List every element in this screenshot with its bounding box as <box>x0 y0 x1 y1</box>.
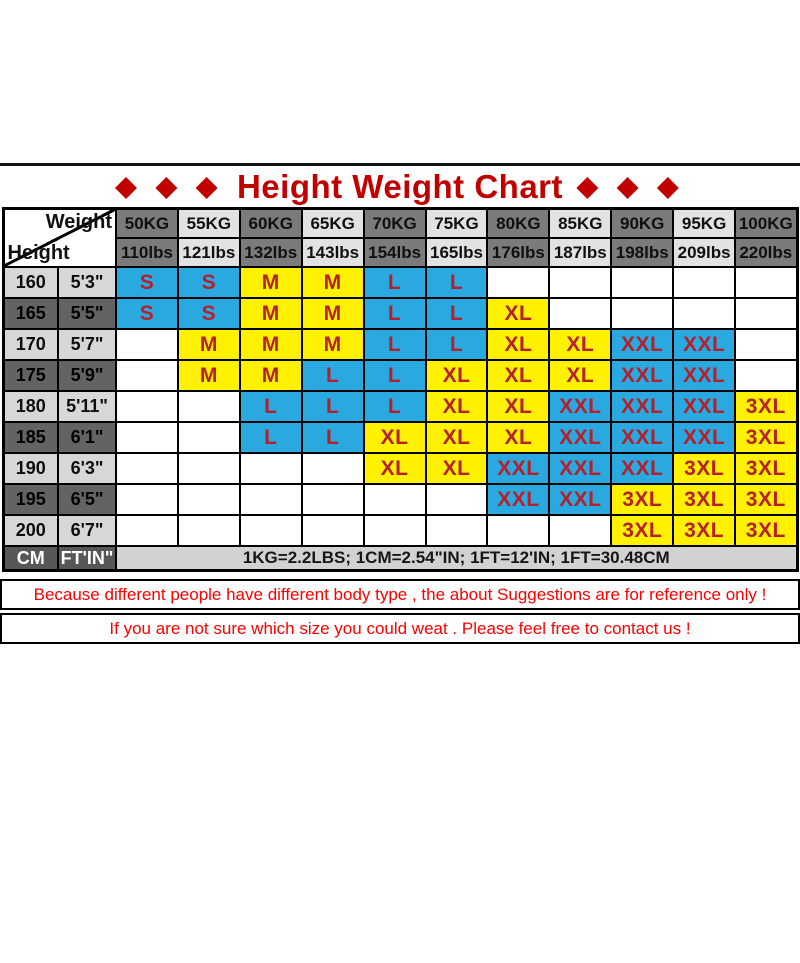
weight-kg-header: 55KG <box>178 209 240 239</box>
chart-title <box>0 166 800 207</box>
empty-cell <box>302 453 364 484</box>
empty-cell <box>426 484 488 515</box>
size-cell-xl: XL <box>426 391 488 422</box>
empty-cell <box>302 484 364 515</box>
size-cell-m: M <box>302 329 364 360</box>
height-row <box>3 422 797 453</box>
empty-cell <box>673 267 735 298</box>
empty-cell <box>735 329 797 360</box>
ftin-unit-label: FT'IN" <box>58 546 116 571</box>
corner-weight-label: Weight <box>45 211 112 233</box>
height-row <box>3 515 797 546</box>
size-cell-m: M <box>302 298 364 329</box>
empty-cell <box>735 267 797 298</box>
empty-cell <box>735 360 797 391</box>
empty-cell <box>178 453 240 484</box>
empty-cell <box>178 391 240 422</box>
size-cell-s: S <box>178 267 240 298</box>
diamonds-right-icon: ◆ ◆ ◆ <box>577 171 685 201</box>
height-cm-header: 195 <box>3 484 58 515</box>
empty-cell <box>302 515 364 546</box>
size-cell-3xl: 3XL <box>611 515 673 546</box>
size-cell-m: M <box>240 329 302 360</box>
size-cell-s: S <box>116 298 178 329</box>
size-cell-xxl: XXL <box>611 329 673 360</box>
empty-cell <box>611 298 673 329</box>
empty-cell <box>240 515 302 546</box>
height-cm-header: 170 <box>3 329 58 360</box>
height-row <box>3 360 797 391</box>
weight-kg-header: 85KG <box>549 209 611 239</box>
weight-lbs-header: 209lbs <box>673 238 735 267</box>
empty-cell <box>364 484 426 515</box>
size-cell-xxl: XXL <box>549 422 611 453</box>
empty-cell <box>116 484 178 515</box>
size-cell-m: M <box>240 267 302 298</box>
diamonds-left-icon: ◆ ◆ ◆ <box>115 171 223 201</box>
height-ftin-header: 5'5" <box>58 298 116 329</box>
size-cell-l: L <box>302 360 364 391</box>
size-chart-page <box>0 163 800 963</box>
empty-cell <box>116 329 178 360</box>
weight-lbs-header: 154lbs <box>364 238 426 267</box>
size-cell-xl: XL <box>487 422 549 453</box>
size-cell-xxl: XXL <box>611 422 673 453</box>
size-cell-m: M <box>240 360 302 391</box>
size-cell-xxl: XXL <box>673 422 735 453</box>
conversion-formulas: 1KG=2.2LBS; 1CM=2.54"IN; 1FT=12'IN; 1FT=30.48CM <box>116 546 797 571</box>
corner-weight-height-cell <box>3 209 116 268</box>
weight-kg-header: 65KG <box>302 209 364 239</box>
size-cell-l: L <box>426 298 488 329</box>
height-cm-header: 160 <box>3 267 58 298</box>
size-cell-xxl: XXL <box>549 453 611 484</box>
weight-lbs-header: 143lbs <box>302 238 364 267</box>
cm-unit-label: CM <box>3 546 58 571</box>
height-cm-header: 165 <box>3 298 58 329</box>
size-cell-3xl: 3XL <box>611 484 673 515</box>
empty-cell <box>178 484 240 515</box>
height-cm-header: 190 <box>3 453 58 484</box>
note-line-2: If you are not sure which size you could weat . Please feel free to contact us ! <box>0 613 800 644</box>
height-weight-table <box>2 207 799 572</box>
note-line-1: Because different people have different body type , the about Suggestions are for reference only ! <box>0 579 800 610</box>
size-cell-l: L <box>364 360 426 391</box>
size-cell-xl: XL <box>549 360 611 391</box>
size-cell-l: L <box>240 391 302 422</box>
size-cell-m: M <box>302 267 364 298</box>
corner-height-label: Height <box>7 242 70 264</box>
size-cell-3xl: 3XL <box>735 453 797 484</box>
size-cell-xl: XL <box>426 422 488 453</box>
size-cell-l: L <box>426 267 488 298</box>
height-ftin-header: 5'3" <box>58 267 116 298</box>
size-cell-xl: XL <box>364 422 426 453</box>
size-cell-l: L <box>240 422 302 453</box>
weight-lbs-header: 165lbs <box>426 238 488 267</box>
size-cell-xxl: XXL <box>611 391 673 422</box>
size-cell-3xl: 3XL <box>735 422 797 453</box>
size-cell-l: L <box>302 391 364 422</box>
size-cell-l: L <box>364 391 426 422</box>
height-row <box>3 453 797 484</box>
chart-title-text: Height Weight Chart <box>236 168 564 205</box>
size-cell-xl: XL <box>426 453 488 484</box>
height-row <box>3 484 797 515</box>
height-ftin-header: 5'7" <box>58 329 116 360</box>
size-cell-s: S <box>116 267 178 298</box>
size-cell-l: L <box>302 422 364 453</box>
height-cm-header: 175 <box>3 360 58 391</box>
weight-kg-header: 50KG <box>116 209 178 239</box>
size-cell-s: S <box>178 298 240 329</box>
weight-lbs-header: 110lbs <box>116 238 178 267</box>
weight-lbs-header: 132lbs <box>240 238 302 267</box>
height-ftin-header: 5'9" <box>58 360 116 391</box>
size-cell-3xl: 3XL <box>673 515 735 546</box>
size-cell-3xl: 3XL <box>735 515 797 546</box>
size-cell-xxl: XXL <box>673 329 735 360</box>
size-cell-xxl: XXL <box>611 453 673 484</box>
empty-cell <box>240 484 302 515</box>
height-row <box>3 329 797 360</box>
empty-cell <box>549 267 611 298</box>
empty-cell <box>549 515 611 546</box>
empty-cell <box>116 360 178 391</box>
size-cell-l: L <box>364 267 426 298</box>
size-cell-xxl: XXL <box>487 453 549 484</box>
weight-kg-header: 70KG <box>364 209 426 239</box>
size-cell-xl: XL <box>487 360 549 391</box>
weight-lbs-header: 198lbs <box>611 238 673 267</box>
size-cell-xl: XL <box>549 329 611 360</box>
empty-cell <box>426 515 488 546</box>
height-row <box>3 391 797 422</box>
height-ftin-header: 6'1" <box>58 422 116 453</box>
size-cell-l: L <box>364 298 426 329</box>
size-cell-xxl: XXL <box>611 360 673 391</box>
size-cell-l: L <box>364 329 426 360</box>
height-ftin-header: 5'11" <box>58 391 116 422</box>
empty-cell <box>240 453 302 484</box>
size-cell-m: M <box>240 298 302 329</box>
empty-cell <box>178 515 240 546</box>
size-cell-3xl: 3XL <box>735 484 797 515</box>
height-cm-header: 180 <box>3 391 58 422</box>
size-cell-3xl: 3XL <box>673 484 735 515</box>
empty-cell <box>178 422 240 453</box>
weight-kg-header: 75KG <box>426 209 488 239</box>
weight-kg-header: 80KG <box>487 209 549 239</box>
size-cell-xxl: XXL <box>549 484 611 515</box>
size-cell-xl: XL <box>487 329 549 360</box>
size-cell-3xl: 3XL <box>735 391 797 422</box>
empty-cell <box>487 515 549 546</box>
height-row <box>3 267 797 298</box>
weight-lbs-header: 220lbs <box>735 238 797 267</box>
empty-cell <box>116 515 178 546</box>
weight-kg-header: 95KG <box>673 209 735 239</box>
size-cell-m: M <box>178 360 240 391</box>
weight-lbs-header: 187lbs <box>549 238 611 267</box>
weight-kg-header: 60KG <box>240 209 302 239</box>
height-ftin-header: 6'3" <box>58 453 116 484</box>
height-ftin-header: 6'5" <box>58 484 116 515</box>
weight-kg-header: 100KG <box>735 209 797 239</box>
size-cell-xl: XL <box>364 453 426 484</box>
size-cell-l: L <box>426 329 488 360</box>
corner-diagonal <box>5 210 116 266</box>
empty-cell <box>116 422 178 453</box>
weight-lbs-header: 121lbs <box>178 238 240 267</box>
size-cell-xxl: XXL <box>673 360 735 391</box>
height-row <box>3 298 797 329</box>
empty-cell <box>611 267 673 298</box>
size-cell-xxl: XXL <box>673 391 735 422</box>
size-cell-xl: XL <box>487 298 549 329</box>
size-cell-m: M <box>178 329 240 360</box>
empty-cell <box>735 298 797 329</box>
empty-cell <box>116 391 178 422</box>
empty-cell <box>364 515 426 546</box>
height-ftin-header: 6'7" <box>58 515 116 546</box>
size-cell-xl: XL <box>487 391 549 422</box>
size-cell-xl: XL <box>426 360 488 391</box>
empty-cell <box>549 298 611 329</box>
weight-kg-header: 90KG <box>611 209 673 239</box>
empty-cell <box>673 298 735 329</box>
empty-cell <box>116 453 178 484</box>
height-cm-header: 200 <box>3 515 58 546</box>
size-cell-xxl: XXL <box>549 391 611 422</box>
height-cm-header: 185 <box>3 422 58 453</box>
weight-lbs-header: 176lbs <box>487 238 549 267</box>
size-cell-3xl: 3XL <box>673 453 735 484</box>
size-cell-xxl: XXL <box>487 484 549 515</box>
empty-cell <box>487 267 549 298</box>
